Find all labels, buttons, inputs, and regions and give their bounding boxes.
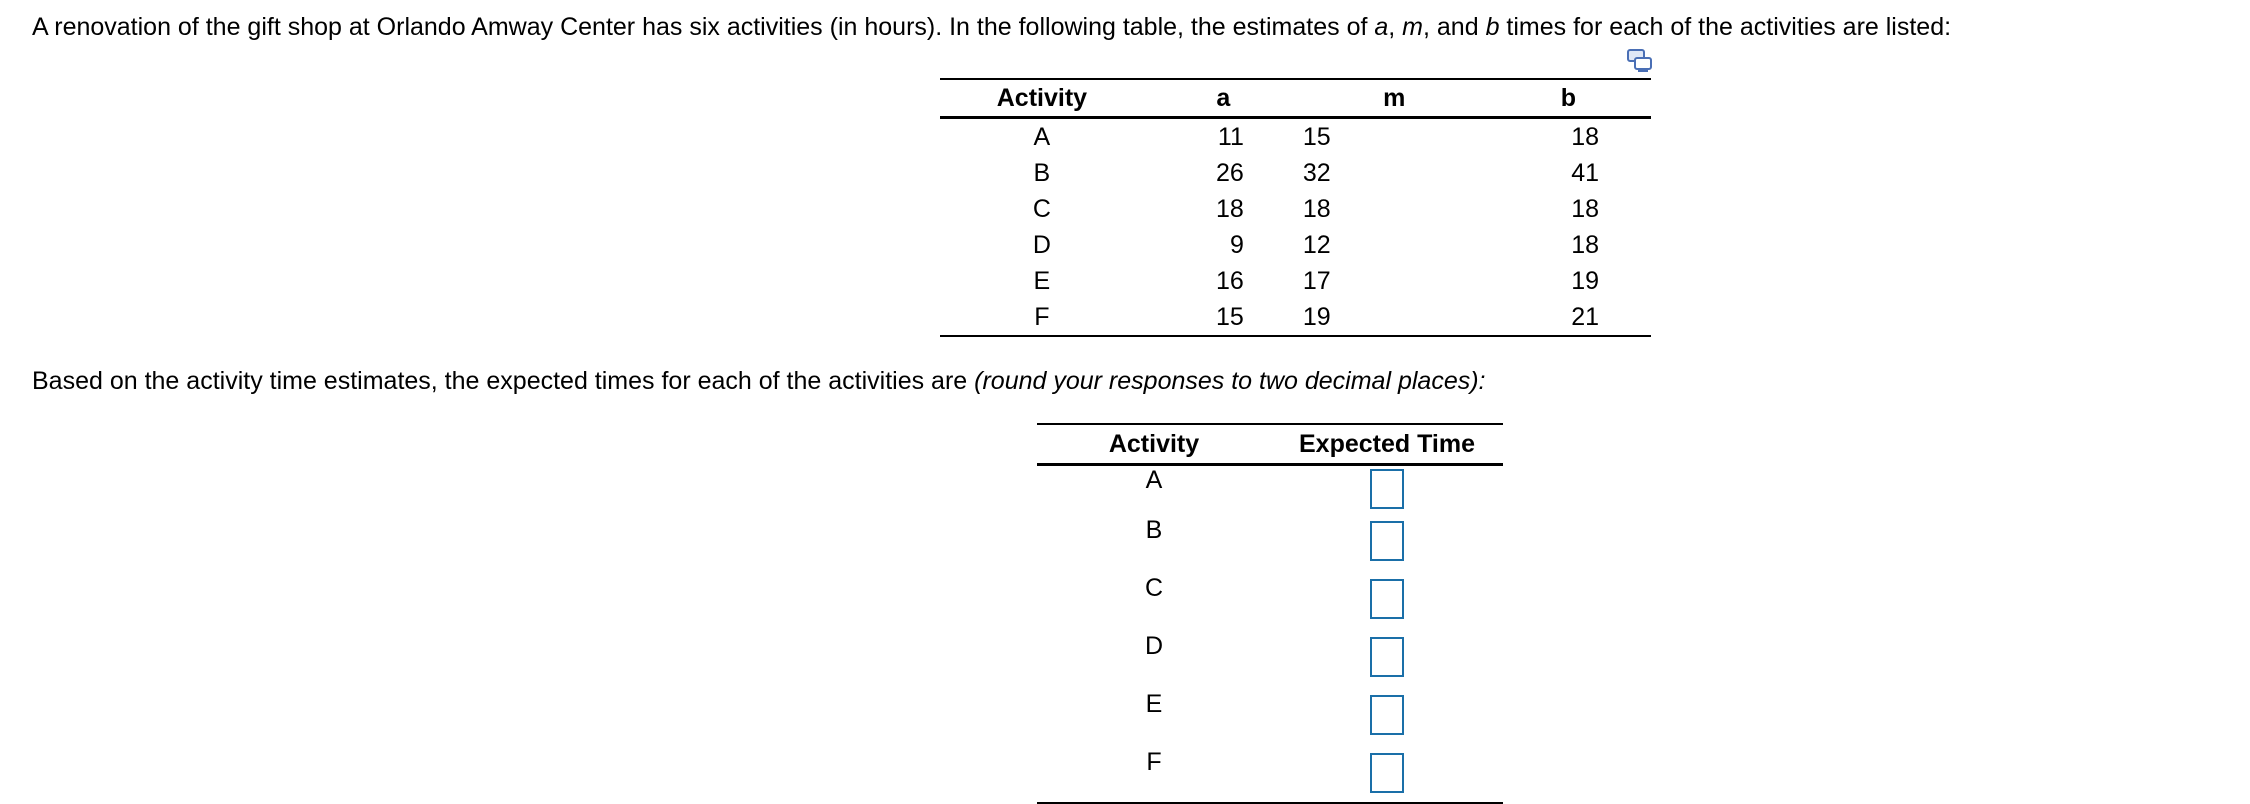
activity: E [1033, 266, 1051, 295]
table-row [1037, 628, 1503, 686]
m-value: 19 [1302, 302, 1331, 331]
a-value: 18 [1216, 194, 1244, 223]
estimates-table [940, 78, 1651, 337]
expected-time-cell [1271, 570, 1503, 628]
prompt-rounding-note: (round your responses to two decimal places): [974, 367, 1486, 395]
a-value: 26 [1216, 158, 1244, 187]
intro-part-1: A renovation of the gift shop at Orlando Amway Center has six activities (in hours). In the following table, the estimates of [32, 13, 1375, 41]
expected-time-cell [1271, 465, 1503, 513]
m-value: 15 [1302, 122, 1331, 151]
a-value: 16 [1216, 266, 1244, 295]
table-row [940, 118, 1651, 156]
intro-var-m: m [1402, 13, 1423, 41]
activity: B [1145, 516, 1163, 544]
header-activity: Activity [1108, 429, 1200, 458]
m-value: 32 [1302, 158, 1331, 187]
expected-time-input-b[interactable] [1370, 521, 1404, 561]
table-row [940, 263, 1651, 299]
b-value: 41 [1571, 158, 1599, 187]
expected-time-prompt [32, 366, 1486, 396]
table-row [1037, 686, 1503, 744]
header-b: b [1560, 83, 1576, 112]
intro-part-2: times for each of the activities are listed: [1499, 13, 1952, 41]
activity: F [1146, 748, 1162, 776]
a-value: 11 [1217, 122, 1244, 151]
copy-table-icon[interactable] [1627, 49, 1653, 73]
b-value: 21 [1571, 302, 1599, 331]
header-a: a [1216, 83, 1231, 112]
expected-time-input-c[interactable] [1370, 579, 1404, 619]
expected-time-input-e[interactable] [1370, 695, 1404, 735]
expected-time-cell [1271, 628, 1503, 686]
b-value: 19 [1571, 266, 1599, 295]
intro-var-a: a [1374, 13, 1389, 41]
expected-time-table [1037, 423, 1503, 804]
m-value: 17 [1302, 266, 1331, 295]
header-activity: Activity [996, 83, 1088, 112]
expected-time-cell [1271, 744, 1503, 803]
expected-time-input-f[interactable] [1370, 753, 1404, 793]
table-row [1037, 744, 1503, 803]
prompt-text: Based on the activity time estimates, the expected times for each of the activities are [32, 367, 975, 395]
activity: D [1032, 230, 1051, 259]
intro-sep-1: , [1388, 13, 1403, 41]
activity: C [1144, 574, 1164, 602]
table-row [1037, 465, 1503, 513]
table-row [940, 227, 1651, 263]
activity: D [1144, 632, 1164, 660]
table-row [940, 299, 1651, 336]
table-row [940, 155, 1651, 191]
activity: A [1033, 122, 1051, 151]
table-row [940, 191, 1651, 227]
expected-header-row [1037, 424, 1503, 465]
intro-var-b: b [1485, 13, 1500, 41]
estimates-header-row [940, 79, 1651, 118]
expected-time-input-d[interactable] [1370, 637, 1404, 677]
intro-sep-2: , and [1423, 13, 1486, 41]
expected-time-cell [1271, 512, 1503, 570]
b-value: 18 [1571, 230, 1599, 259]
b-value: 18 [1571, 122, 1599, 151]
activity: F [1034, 302, 1050, 331]
table-row [1037, 512, 1503, 570]
header-m: m [1383, 83, 1406, 112]
table-row [1037, 570, 1503, 628]
activity: C [1032, 194, 1051, 223]
header-expected-time: Expected Time [1298, 429, 1475, 458]
activity: B [1033, 158, 1051, 187]
b-value: 18 [1571, 194, 1599, 223]
activity: E [1145, 690, 1163, 718]
activity: A [1145, 466, 1163, 494]
expected-time-input-a[interactable] [1370, 469, 1404, 509]
intro-text [32, 12, 1951, 42]
expected-time-cell [1271, 686, 1503, 744]
m-value: 18 [1302, 194, 1331, 223]
a-value: 15 [1216, 302, 1244, 331]
a-value: 9 [1229, 230, 1244, 259]
m-value: 12 [1302, 230, 1331, 259]
